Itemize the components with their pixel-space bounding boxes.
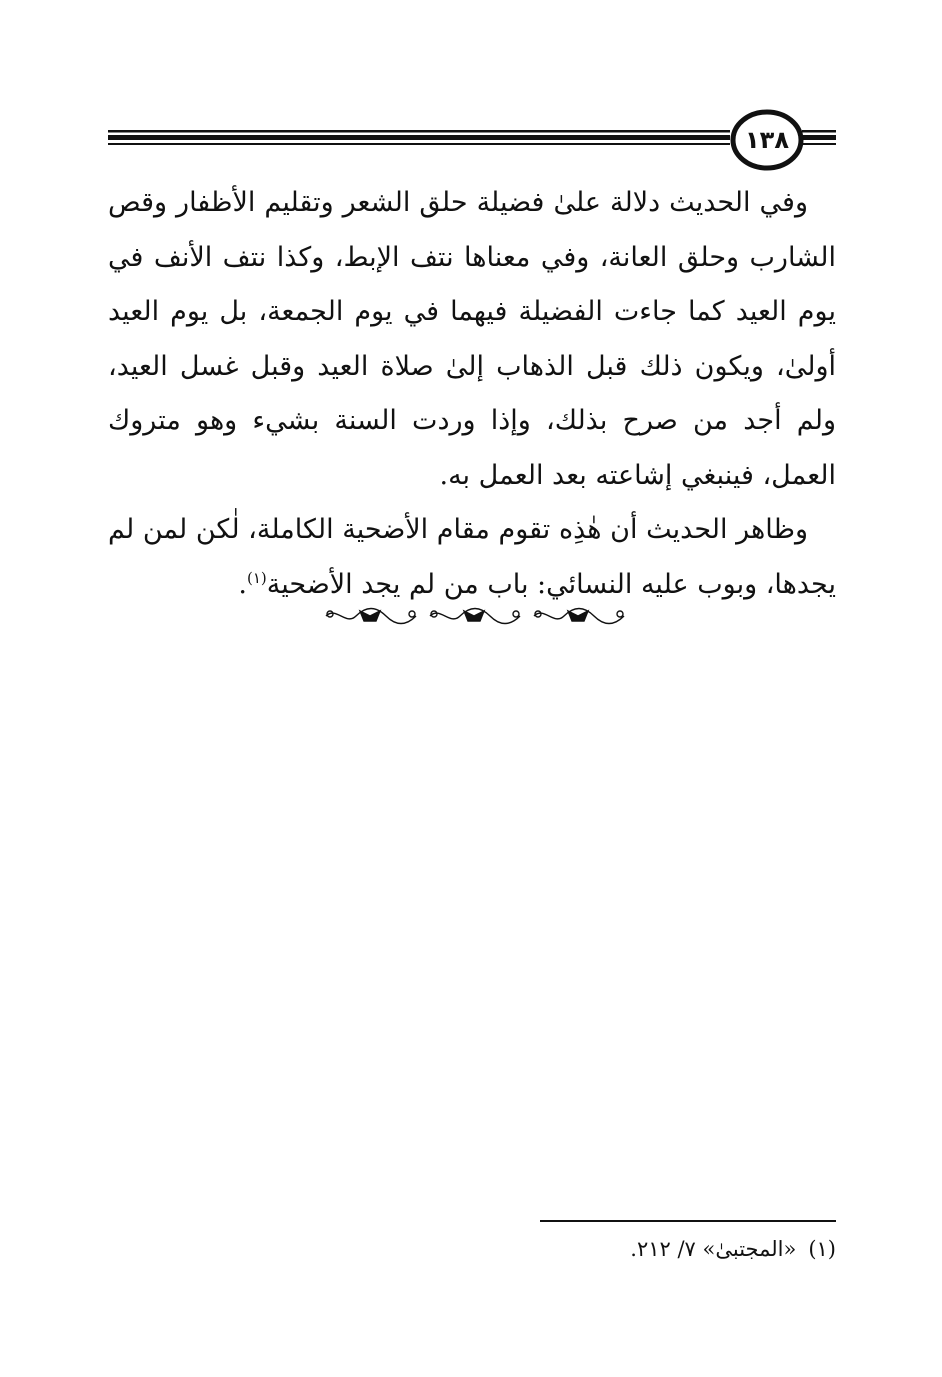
page-header [108, 108, 836, 172]
footnote-reference: (١) [247, 568, 267, 587]
body-text [108, 176, 836, 612]
footnote-text: «المجتبىٰ» ٧/ ٢١٢. [630, 1237, 797, 1261]
footnote-separator [540, 1220, 836, 1222]
closing-punctuation: . [238, 568, 247, 600]
footnote [420, 1232, 836, 1266]
paragraph-text: وظاهر الحديث أن هٰذِه تقوم مقام الأضحية الكاملة، لٰكن لمن لم يجدها، وبوب عليه النسائي: باب من لم يجد الأضحية [108, 514, 836, 600]
footnotes [420, 1232, 836, 1266]
paragraph [108, 503, 836, 612]
header-rule [108, 108, 836, 172]
page-number: ١٣٨ [745, 126, 789, 154]
footnote-number: (١) [808, 1237, 836, 1261]
section-divider-ornament [322, 602, 628, 630]
paragraph: وفي الحديث دلالة علىٰ فضيلة حلق الشعر وتقليم الأظفار وقص الشارب وحلق العانة، وفي معناها نتف الإبط، وكذا نتف الأنف في يوم العيد كما جاءت الفضيلة فيهما في يوم الجمعة، بل يوم العيد أولىٰ، ويكون ذلك قبل الذهاب إلىٰ صلاة العيد وقبل غسل العيد، ولم أجد من صرح بذلك، وإذا وردت السنة بشيء وهو متروك العمل، فينبغي إشاعته بعد العمل به. [108, 187, 836, 491]
